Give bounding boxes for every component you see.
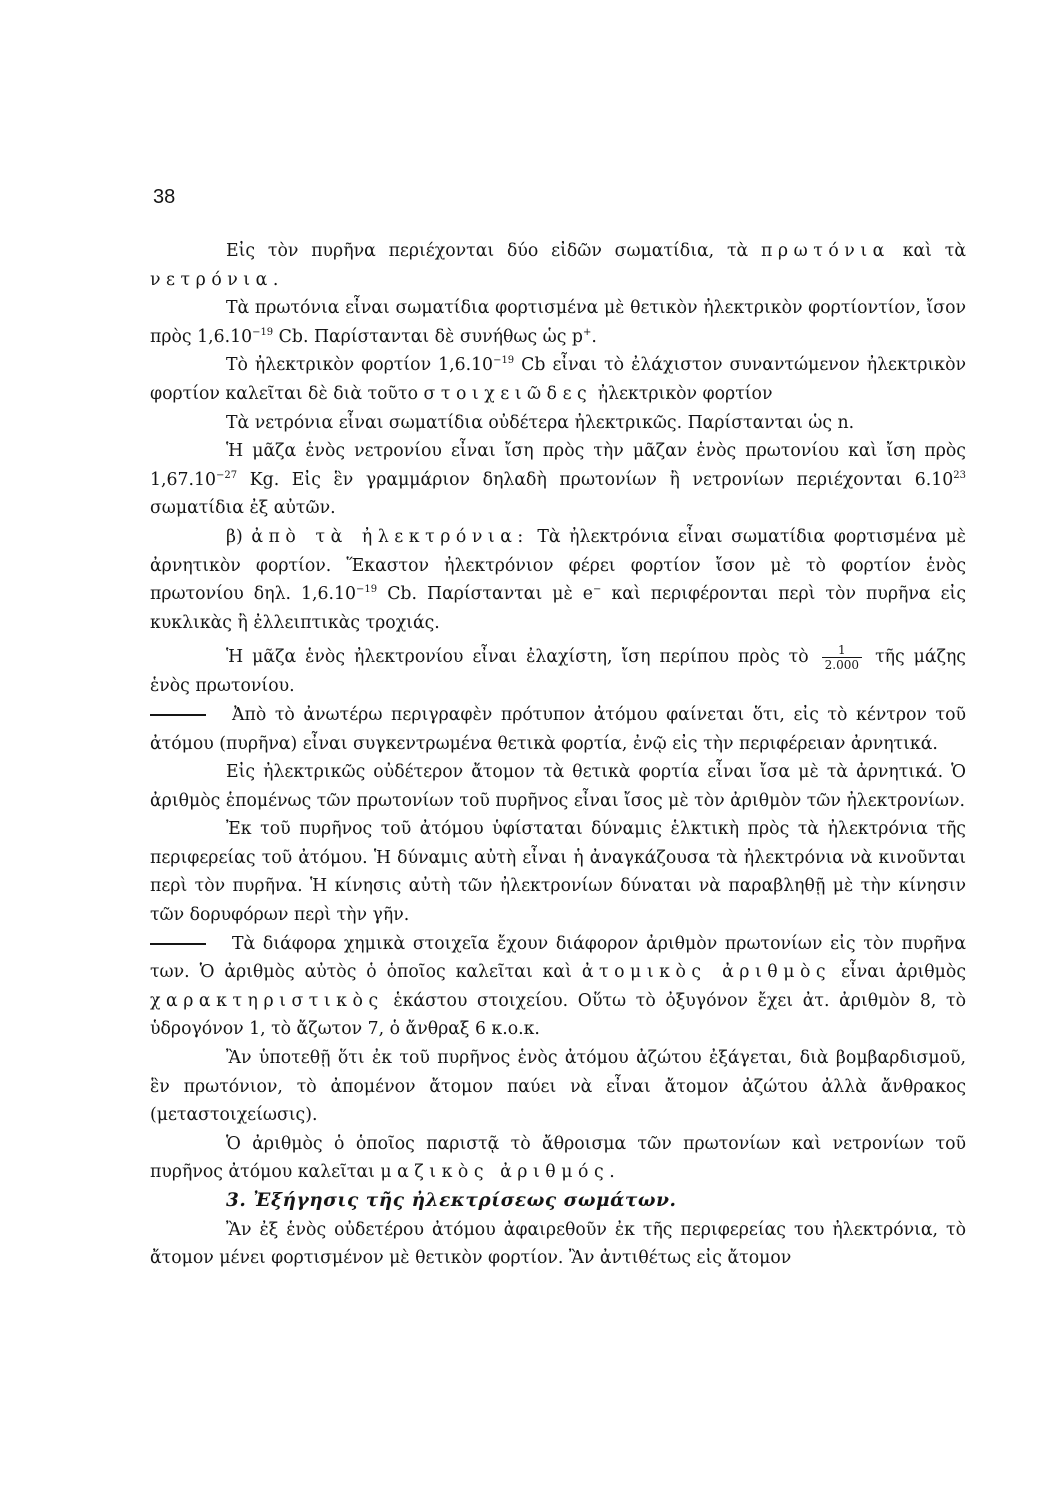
section-heading: 3. Ἐξήγησις τῆς ἠλεκτρίσεως σωμάτων. xyxy=(226,1190,677,1211)
text-run: Cb. Παρίστανται μὲ e xyxy=(387,584,594,605)
text-run: καὶ περιφέρονται περὶ τὸν πυρῆνα εἰς κυκλικὰς ἢ ἐλλειπτικὰς τροχιάς. xyxy=(150,584,966,633)
text-run: . xyxy=(591,326,597,347)
superscript: −19 xyxy=(252,326,274,338)
text-run: Ἡ μᾶζα ἑνὸς ἠλεκτρονίου εἶναι ἐλαχίστη, ἴση περίπου πρὸς τὸ xyxy=(226,647,809,668)
fraction xyxy=(822,643,862,672)
text-run: Τὸ ἠλεκτρικὸν φορτίον 1,6.10 xyxy=(226,355,494,376)
fraction-numerator: 1 xyxy=(838,643,846,658)
text-run: Ἡ μᾶζα ἑνὸς νετρονίου εἶναι ἴση πρὸς τὴν μᾶζαν ἑνὸς πρωτονίου καὶ ἴση πρὸς 1,67.10 xyxy=(150,441,966,490)
paragraph-neutrons: Τὰ νετρόνια εἶναι σωματίδια οὐδέτερα ἠλεκτρικῶς. Παρίστανται ὡς n. xyxy=(226,412,855,433)
paragraph-mass-number xyxy=(150,1130,966,1187)
spaced-term-mass-number: μαζικὸς ἀριθμός xyxy=(380,1162,610,1183)
text-run: Cb. Παρίστανται δὲ συνήθως ὡς p xyxy=(278,326,583,347)
text-run: ἠλεκτρικὸν φορτίον xyxy=(597,383,773,404)
text-run: Ἀπὸ τὸ ἀνωτέρω περιγραφὲν πρότυπον ἀτόμου φαίνεται ὅτι, εἰς τὸ κέντρον τοῦ ἀτόμου (πυρῆνα) εἶναι συγκεντρωμένα θετικὰ φορτία, ἐνῷ εἰς τὴν περιφέρειαν ἀρνητικά. xyxy=(150,704,966,754)
paragraph-atom-model xyxy=(150,701,966,758)
paragraph-electron-mass xyxy=(150,643,966,701)
spaced-term-atomic-number: ἀτομικὸς ἀριθμὸς xyxy=(581,962,832,983)
text-run: Kg. Εἰς ἓν γραμμάριον δηλαδὴ πρωτονίων ἢ νετρονίων περιέχονται 6.10 xyxy=(249,469,954,490)
paragraph-atomic-number xyxy=(150,930,966,1044)
text-run: Τὰ διάφορα χημικὰ στοιχεῖα ἔχουν διάφορον ἀριθμὸν πρωτονίων εἰς τὸν πυρῆνα των. Ὁ ἀριθμὸς αὐτὸς ὁ ὁποῖος καλεῖται καὶ xyxy=(150,933,966,983)
superscript: 23 xyxy=(953,469,967,481)
superscript: −19 xyxy=(356,584,378,596)
text-run: σωματίδια ἐξ αὐτῶν. xyxy=(150,498,336,519)
text-run: καὶ τὰ xyxy=(902,241,966,261)
page-number: 38 xyxy=(153,186,176,208)
text-run: Cb εἶναι τὸ ἐλάχιστον συναντώμενον ἠλεκτρικὸν φορτίον καλεῖται δὲ διὰ τοῦτο xyxy=(150,355,966,404)
paragraph-neutral-atom: Εἰς ἠλεκτρικῶς οὐδέτερον ἄτομον τὰ θετικὰ φορτία εἶναι ἴσα μὲ τὰ ἀρνητικά. Ὁ ἀριθμὸς ἑπομένως τῶν πρωτονίων τοῦ πυρῆνος εἶναι ἴσος μὲ τὸν ἀριθμὸν τῶν ἠλεκτρονίων. xyxy=(150,762,966,811)
spaced-term-electrons: ἀπὸ τὰ ἠλεκτρόνια: xyxy=(251,526,529,547)
text-run: . xyxy=(272,269,279,290)
spaced-term-netronia: νετρόνια xyxy=(150,269,273,290)
paragraph-elementary-charge xyxy=(150,351,966,408)
paragraph-pyrene-particles xyxy=(150,237,966,294)
list-label: β) xyxy=(226,526,243,547)
paragraph-transmutation: Ἂν ὑποτεθῇ ὅτι ἐκ τοῦ πυρῆνος ἑνὸς ἀτόμου ἀζώτου ἐξάγεται, διὰ βομβαρδισμοῦ, ἓν πρωτόνιον, τὸ ἀπομένον ἄτομον παύει νὰ εἶναι ἄτομον ἀζώτου ἀλλὰ ἄνθρακος (μεταστοιχείωσις). xyxy=(150,1048,966,1126)
text-run: ἑκάστου στοιχείου. Οὕτω τὸ ὀξυγόνον ἔχει ἀτ. ἀριθμὸν 8, τὸ ὑδρογόνον 1, τὸ ἄζωτον 7, ὁ ἄνθραξ 6 κ.ο.κ. xyxy=(150,990,966,1040)
paragraph-electrification: Ἂν ἐξ ἑνὸς οὐδετέρου ἀτόμου ἀφαιρεθοῦν ἐκ τῆς περιφερείας του ἠλεκτρόνια, τὸ ἄτομον μένει φορτισμένον μὲ θετικὸν φορτίον. Ἂν ἀντιθέτως εἰς ἄτομον xyxy=(150,1219,966,1269)
text-run: τῆς μάζης ἑνὸς πρωτονίου. xyxy=(150,647,966,697)
superscript: −27 xyxy=(215,469,238,481)
text-run: Εἰς τὸν πυρῆνα περιέχονται δύο εἰδῶν σωματίδια, τὰ xyxy=(226,241,749,261)
spaced-term-characteristic: χαρακτηριστικὸς xyxy=(150,990,384,1011)
text-run: . xyxy=(609,1162,615,1183)
paragraph-neutron-mass xyxy=(150,437,966,523)
superscript: − xyxy=(593,584,602,596)
text-run: Τὰ πρωτόνια εἶναι σωματίδια φορτισμένα μὲ θετικὸν ἠλεκτρικὸν φορτίοντίον, ἴσον πρὸς 1,6.10 xyxy=(150,298,966,347)
text-run: Τὰ ἠλεκτρόνια εἶναι σωματίδια φορτισμένα μὲ ἀρνητικὸν φορτίον. Ἕκαστον ἠλεκτρόνιον φέρει φορτίον ἴσον μὲ τὸ φορτίον ἑνὸς πρωτονίου δηλ. 1,6.10 xyxy=(150,526,966,605)
paragraph-electrons xyxy=(150,523,966,637)
superscript: −19 xyxy=(493,355,515,367)
paragraph-protons xyxy=(150,294,966,351)
text-run: εἶναι ἀριθμὸς xyxy=(841,962,966,983)
paragraph-attractive-force: Ἐκ τοῦ πυρῆνος τοῦ ἀτόμου ὑφίσταται δύναμις ἑλκτικὴ πρὸς τὰ ἠλεκτρόνια τῆς περιφερείας τοῦ ἀτόμου. Ἡ δύναμις αὐτὴ εἶναι ἡ ἀναγκάζουσα τὰ ἠλεκτρόνια νὰ κινοῦνται περὶ τὸν πυρῆνα. Ἡ κίνησις αὐτὴ τῶν ἠλεκτρονίων δύναται νὰ παραβληθῇ μὲ τὴν κίνησιν τῶν δορυφόρων περὶ τὴν γῆν. xyxy=(150,819,966,926)
body-text xyxy=(150,237,966,1273)
em-rule xyxy=(150,714,206,716)
superscript: + xyxy=(582,326,592,338)
spaced-term-protonia: πρωτόνια xyxy=(761,241,890,261)
text-run: Ὁ ἀριθμὸς ὁ ὁποῖος παριστᾷ τὸ ἄθροισμα τῶν πρωτονίων καὶ νετρονίων τοῦ πυρῆνος ἀτόμου καλεῖται xyxy=(150,1133,966,1183)
spaced-term-stoicheiodes: στοιχειῶδες xyxy=(423,383,593,404)
em-rule xyxy=(150,943,206,945)
fraction-denominator: 2.000 xyxy=(822,657,862,672)
